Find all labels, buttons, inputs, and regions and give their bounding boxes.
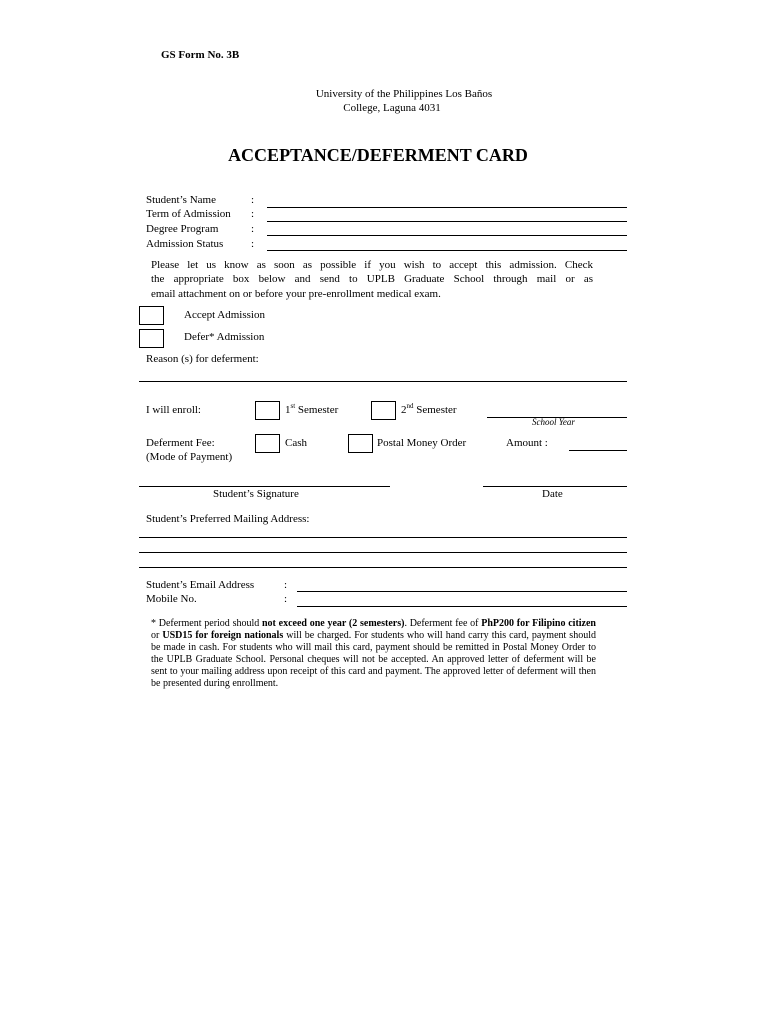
sem1-label: 1st Semester: [285, 402, 339, 416]
reason-line[interactable]: [139, 381, 627, 382]
address-line-1[interactable]: [139, 537, 627, 538]
instruction-line: email attachment on or before your pre-enrollment medical exam.: [151, 288, 441, 300]
field-label-status: Admission Status: [146, 238, 224, 250]
university-name: University of the Philippines Los Baños: [315, 88, 493, 100]
sem1-checkbox[interactable]: [255, 401, 280, 420]
field-colon: :: [284, 593, 288, 605]
sem2-label: 2nd Semester: [401, 402, 457, 416]
student-name-line[interactable]: [267, 207, 627, 208]
field-colon: :: [251, 238, 255, 250]
defer-checkbox[interactable]: [139, 329, 164, 348]
instruction-line: Please let us know as soon as possible if you wish to accept this admission. Check: [151, 259, 593, 271]
pmo-checkbox[interactable]: [348, 434, 373, 453]
degree-program-line[interactable]: [267, 235, 627, 236]
date-line[interactable]: [483, 486, 627, 487]
deferment-note: * Deferment period should not exceed one year (2 semesters). Deferment fee of PhP200 for Filipino citizen or USD15 for foreign nationals will be charged. For students who will hand carry this card, payment should be made in cash. For students who will mail this card, payment should be remitted in Postal Money Order to the UPLB Graduate School. Personal cheques will not be accepted. An approved letter of deferment will be sent to your mailing address upon receipt of this card and payment. The approved letter of deferment will then be presented during enrollment.: [151, 618, 596, 689]
date-caption: Date: [542, 488, 563, 500]
mailing-address-label: Student’s Preferred Mailing Address:: [146, 513, 310, 525]
field-colon: :: [251, 208, 255, 220]
accept-label: Accept Admission: [184, 309, 265, 321]
mobile-label: Mobile No.: [146, 593, 197, 605]
address-line-2[interactable]: [139, 552, 627, 553]
email-line[interactable]: [297, 591, 627, 592]
form-number: GS Form No. 3B: [161, 49, 240, 61]
field-label-term: Term of Admission: [146, 208, 231, 220]
signature-caption: Student’s Signature: [213, 488, 299, 500]
defer-label: Defer* Admission: [184, 331, 265, 343]
enroll-label: I will enroll:: [146, 404, 201, 416]
fee-label: Deferment Fee:: [146, 437, 215, 449]
amount-line[interactable]: [569, 450, 627, 451]
term-admission-line[interactable]: [267, 221, 627, 222]
field-colon: :: [284, 579, 288, 591]
page-title: ACCEPTANCE/DEFERMENT CARD: [228, 145, 528, 165]
mobile-line[interactable]: [297, 606, 627, 607]
pmo-label: Postal Money Order: [377, 437, 467, 449]
university-address: College, Laguna 4031: [343, 102, 441, 114]
instruction-line: the appropriate box below and send to UPLB Graduate School through mail or as: [151, 273, 593, 285]
field-label-name: Student’s Name: [146, 194, 216, 206]
cash-label: Cash: [285, 437, 307, 449]
payment-mode-label: (Mode of Payment): [146, 451, 233, 463]
accept-checkbox[interactable]: [139, 306, 164, 325]
email-label: Student’s Email Address: [146, 579, 255, 591]
admission-status-line[interactable]: [267, 250, 627, 251]
cash-checkbox[interactable]: [255, 434, 280, 453]
amount-label: Amount :: [506, 437, 548, 449]
reason-label: Reason (s) for deferment:: [146, 353, 259, 365]
field-colon: :: [251, 223, 255, 235]
school-year-caption: School Year: [532, 417, 575, 427]
address-line-3[interactable]: [139, 567, 627, 568]
field-colon: :: [251, 194, 255, 206]
field-label-degree: Degree Program: [146, 223, 219, 235]
signature-line[interactable]: [139, 486, 390, 487]
sem2-checkbox[interactable]: [371, 401, 396, 420]
